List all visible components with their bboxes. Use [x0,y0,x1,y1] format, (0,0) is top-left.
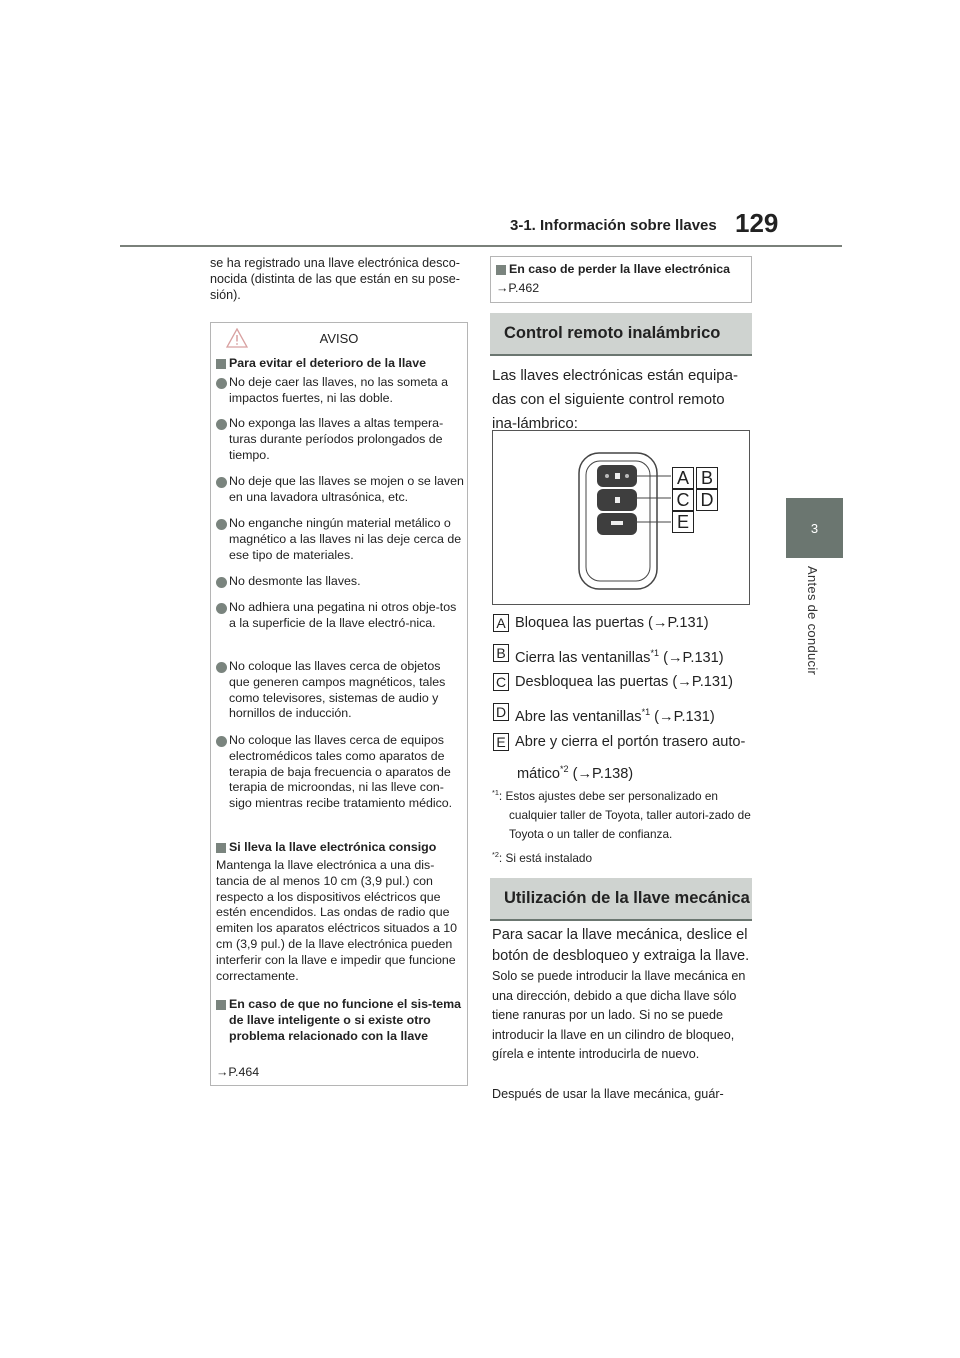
warning-bullet: No deje que las llaves se mojen o se laven en una lavadora ultrasónica, etc. [216,474,464,506]
item-text-e: Abre y cierra el portón trasero auto- [515,734,746,750]
figure-label-a: A [672,467,694,489]
warning-bullet: No exponga las llaves a altas tempera-turas durante períodos prolongados de tiempo. [216,416,464,463]
warning-bullet: No enganche ningún material metálico o magnético a las llaves ni las deje cerca de ese tipo de materiales. [216,516,464,563]
figure-label-c: C [672,489,694,511]
item-label-c: C [493,673,509,691]
item-label-b: B [493,644,509,662]
figure-label-b: B [696,467,718,489]
warning-heading-2: Si lleva la llave electrónica consigo [216,840,464,856]
item-text-c: Desbloquea las puertas (→P.131) [515,674,733,690]
chapter-tab: 3 [786,498,843,558]
section-heading-remote: Control remoto inalámbrico [490,313,752,356]
warning-bullet: No coloque las llaves cerca de equipos electromédicos tales como aparatos de terapia de baja frecuencia o aparatos de terapia de microondas, ni las lleve con-sigo mientras recibe tratamiento médico. [216,733,464,812]
item-text-d: Abre las ventanillas$^{*1}$ (→P.131) [515,707,715,725]
intro-text: se ha registrado una llave electrónica desco-nocida (distinta de las que están en su pose-sión). [210,256,460,302]
page-reference[interactable]: →P.464 [216,1065,260,1079]
warning-paragraph: Mantenga la llave electrónica a una dis-tancia de al menos 10 cm (3,9 pul.) con respecto a los dispositivos eléctricos que estén encendidos. Las ondas de radio que emiten los aparatos eléctricos situados a 10 cm (3,9 pul.) de la llave electrónica pueden interferir con la llave e impedir que funcione correctamente. [216,858,458,983]
item-text-e-cont: mático$^{*2}$ (→P.138) [517,764,634,782]
warning-title: AVISO [319,331,359,346]
item-text-a: Bloquea las puertas (→P.131) [515,615,709,631]
figure-label-e: E [672,511,694,533]
remote-intro: Las llaves electrónicas están equipa-das con el siguiente control remoto ina-lámbrico: [492,367,738,432]
warning-heading-1: Para evitar el deterioro de la llave [216,356,464,372]
item-label-a: A [493,614,509,632]
item-label-d: D [493,703,509,721]
warning-bullet: No desmonte las llaves. [216,574,464,590]
mechanical-paragraph-1: Solo se puede introducir la llave mecánica en una dirección, debido a que dicha llave sólo tiene ranuras por un lado. Si no se puede introducir la llave en un cilindro de bloqueo, gírela e intente introducirla de nuevo. [492,969,746,1061]
footnote-1: $^{*1}$: Estos ajustes debe ser personalizado en cualquier taller de Toyota, taller autori-zado de Toyota o un taller de confianza. [492,788,751,841]
section-title: 3-1. Información sobre llaves [510,217,717,234]
item-text-b: Cierra las ventanillas$^{*1}$ (→P.131) [515,648,724,666]
smart-key-illustration [493,431,749,604]
mechanical-intro: Para sacar la llave mecánica, deslice el botón de desbloqueo y extraiga la llave. [492,927,750,964]
warning-triangle-icon [226,328,248,348]
mechanical-paragraph-2: Después de usar la llave mecánica, guár- [492,1087,724,1101]
section-heading-mechanical: Utilización de la llave mecánica [490,878,752,921]
warning-heading-3: En caso de que no funcione el sis-tema de llave inteligente o si existe otro problema relacionado con la llave [216,997,464,1044]
warning-bullet: No adhiera una pegatina ni otros obje-tos a la superficie de la llave electró-nica. [216,600,464,632]
warning-bullet: No coloque las llaves cerca de objetos que generen campos magnéticos, tales como televisores, sistemas de audio y hornillos de inducción. [216,659,464,722]
page-reference[interactable]: →P.462 [496,281,540,295]
chapter-label: Antes de conducir [805,566,820,676]
figure-label-d: D [696,489,718,511]
warning-bullet: No deje caer las llaves, no las someta a impactos fuertes, ni las doble. [216,375,464,407]
item-label-e: E [493,733,509,751]
page-number: 129 [735,208,779,238]
header-divider [120,245,842,247]
lost-key-heading: En caso de perder la llave electrónica [496,262,746,278]
footnote-2: $^{*2}$: Si está instalado [492,850,593,865]
